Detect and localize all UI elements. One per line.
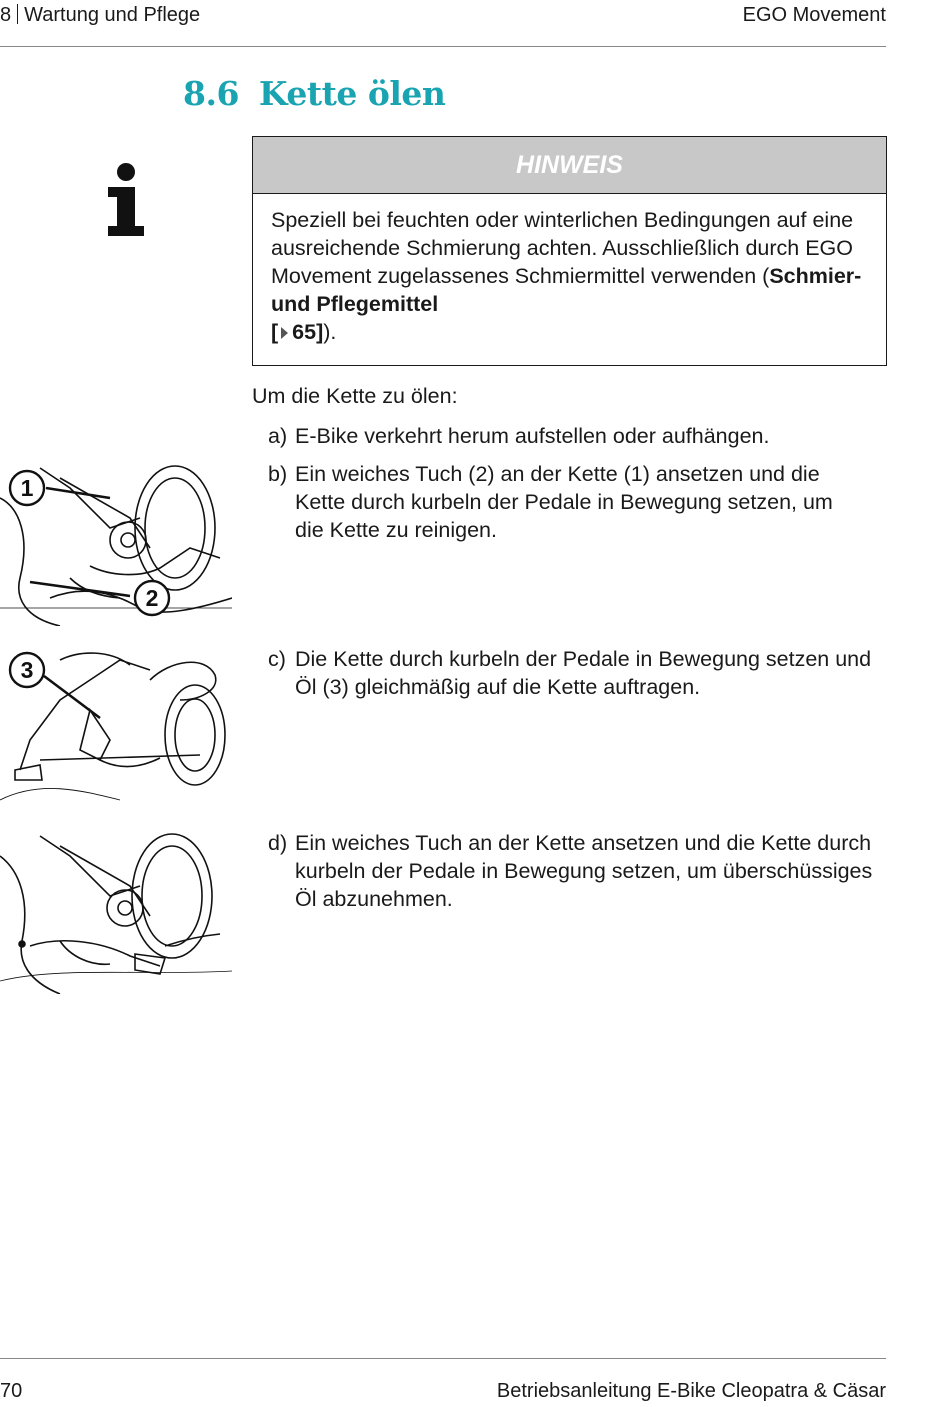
notice-heading: HINWEIS [253,137,886,194]
page-number: 70 [0,1380,23,1402]
step-text: Ein weiches Tuch an der Kette ansetzen und die Kette durch kurbeln der Pedale in Bewegung setzen, um überschüssiges Öl abzunehmen. [295,831,873,911]
cross-reference-page: 65] [292,320,324,344]
chain-cleaning-illustration [0,458,232,626]
step-text: Ein weiches Tuch (2) an der Kette (1) ansetzen und die Kette durch kurbeln der Pedale in Bewegung setzen, um die Kette zu reinigen. [295,462,833,542]
step-label: c) [268,647,286,671]
notice-text: Speziell bei feuchten oder winterlichen Bedingungen auf eine ausreichende Schmierung achten. Ausschließlich durch EGO Movement zugelassenes Schmiermittel verwenden ( [271,208,854,288]
page-arrow-icon [281,327,288,339]
step-text: Die Kette durch kurbeln der Pedale in Bewegung setzen und Öl (3) gleichmäßig auf die Kette auftragen. [295,647,872,699]
chapter-number: 8 [0,4,12,26]
step-b [268,460,858,544]
footer-rule [0,1358,886,1359]
section-heading [183,74,445,113]
chain-wiping-illustration [0,826,232,994]
document-title: Betriebsanleitung E-Bike Cleopatra & Cäsar [496,1380,886,1402]
callout-2: 2 [145,585,159,611]
cross-reference-label: Schmier- und Pflegemittel [271,264,862,316]
callout-1: 1 [20,475,34,501]
procedure-intro: Um die Kette zu ölen: [252,384,458,408]
header-rule [0,46,886,47]
cross-reference-bracket: [ [271,320,279,344]
step-a [268,422,893,450]
header-separator [17,4,18,24]
callout-3: 3 [20,657,34,683]
chapter-title: Wartung und Pflege [24,4,201,26]
section-number: 8.6 [183,74,239,113]
info-icon [104,162,148,238]
step-label: b) [268,462,288,486]
running-header-brand: EGO Movement [742,4,886,26]
section-title: Kette ölen [258,74,446,113]
notice-box [252,136,887,366]
step-label: d) [268,831,288,855]
chain-oiling-illustration [0,640,232,808]
running-header-chapter [0,4,200,27]
step-d [268,829,893,913]
notice-body [253,194,886,346]
step-c [268,645,893,701]
step-text: E-Bike verkehrt herum aufstellen oder aufhängen. [295,424,770,448]
notice-text-end: ). [323,320,337,344]
step-label: a) [268,424,288,448]
